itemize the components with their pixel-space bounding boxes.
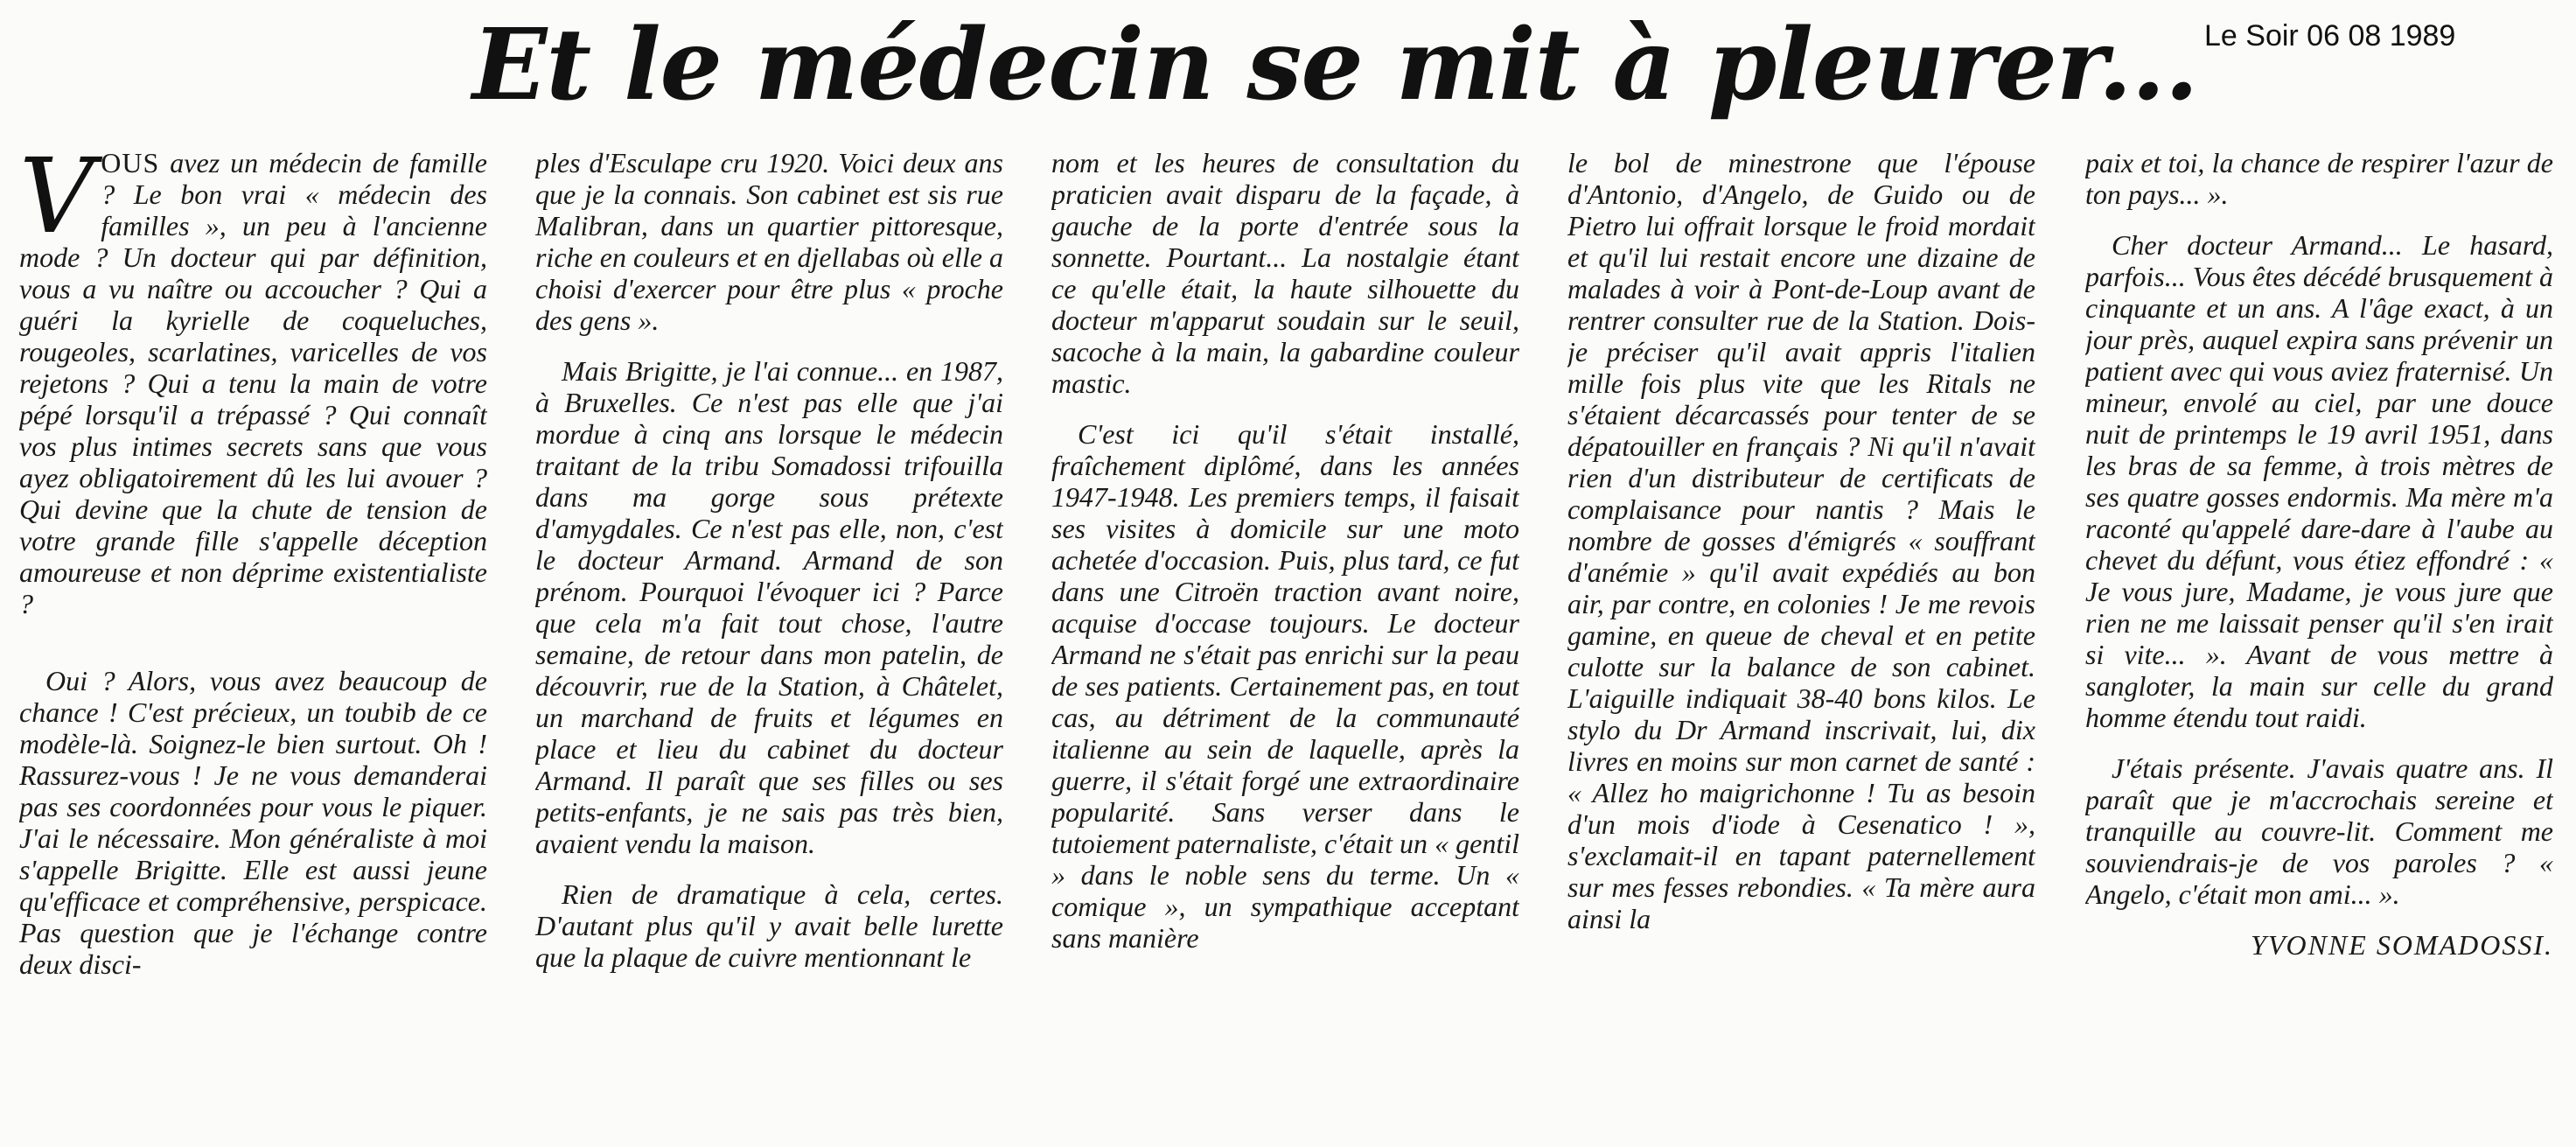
article-paragraph: paix et toi, la chance de respirer l'azur de ton pays... ». xyxy=(2085,147,2553,210)
article-paragraph: Oui ? Alors, vous avez beaucoup de chance ! C'est précieux, un toubib de ce modèle-là. Soignez-le bien surtout. Oh ! Rassurez-vous ! Je ne vous demanderai pas ses coordonnées pour vous le piquer. J'ai le nécessaire. Mon généraliste à moi s'appelle Brigitte. Elle est aussi jeune qu'efficace et compréhensive, perspicace. Pas question que je l'échange contre deux disci- xyxy=(19,665,487,980)
article-paragraph: J'étais présente. J'avais quatre ans. Il paraît que je m'accrochais sereine et tranquille au couvre-lit. Comment me souviendrais-je de vos paroles ? « Angelo, c'était mon ami... ». xyxy=(2085,752,2553,910)
headline: Et le médecin se mit à pleurer... xyxy=(472,8,2198,122)
article-paragraph: nom et les heures de consultation du praticien avait disparu de la façade, à gauche de la porte d'entrée sous la sonnette. Pourtant... La nostalgie étant ce qu'elle était, la haute silhouette du docteur m'apparut soudain sur le seuil, sacoche à la main, la gabardine couleur mastic. xyxy=(1051,147,1519,399)
article-paragraph: Mais Brigitte, je l'ai connue... en 1987, à Bruxelles. Ce n'est pas elle que j'ai mordue à cinq ans lorsque le médecin traitant de la tribu Somadossi trifouilla dans ma gorge sous prétexte d'amygdales. Ce n'est pas elle, non, c'est le docteur Armand. Armand de son prénom. Pourquoi l'évoquer ici ? Parce que cela m'a fait tout chose, l'autre semaine, de retour dans mon patelin, de découvrir, rue de la Station, à Châtelet, un marchand de fruits et légumes en place et lieu du cabinet du docteur Armand. Il paraît que ses filles ou ses petits-enfants, je ne sais pas très bien, avaient vendu la maison. xyxy=(535,355,1003,859)
paragraph-text: avez un médecin de famille ? Le bon vrai « médecin des familles », un peu à l'ancienne mode ? Un docteur qui par définition, vous a vu naître ou accoucher ? Qui a guéri la kyrielle de coqueluches, rougeoles, scarlatines, varicelles de vos rejetons ? Qui a tenu la main de votre pépé lorsqu'il a trépassé ? Qui connaît vos plus intimes secrets sans que vous ayez obligatoirement dû les lui avouer ? Qui devine que la chute de tension de votre grande fille s'appelle déception amoureuse et non déprime existentialiste ? xyxy=(19,147,487,619)
drop-cap: V xyxy=(19,147,94,256)
article-column-4 xyxy=(1567,147,2035,1144)
article-column-3 xyxy=(1051,147,1519,1144)
article-column-2 xyxy=(535,147,1003,1144)
article-paragraph: le bol de minestrone que l'épouse d'Antonio, d'Angelo, de Guido ou de Pietro lui offrait lorsque le froid mordait et qu'il lui restait encore une dizaine de malades à voir à Pont-de-Loup avant de rentrer consulter rue de la Station. Dois-je préciser qu'il avait appris l'italien mille fois plus vite que les Ritals ne s'étaient décarcassés pour tenter de se dépatouiller en français ? Ni qu'il n'avait rien d'un distributeur de certificats de complaisance pour nantis ? Mais le nombre de gosses d'émigrés « souffrant d'anémie » qu'il avait expédiés au bon air, par contre, en colonies ! Je me revois gamine, en queue de cheval et en petite culotte sur la balance de son cabinet. L'aiguille indiquait 38-40 bons kilos. Le stylo du Dr Armand inscrivait, lui, dix livres en moins sur mon carnet de santé : « Allez ho maigrichonne ! Tu as besoin d'un mois d'iode à Cesenatico ! », s'exclamait-il en tapant paternellement sur mes fesses rebondies. « Ta mère aura ainsi la xyxy=(1567,147,2035,934)
article-column-5 xyxy=(2085,147,2553,1144)
article-paragraph xyxy=(19,147,487,619)
article-paragraph: Cher docteur Armand... Le hasard, parfois... Vous êtes décédé brusquement à cinquante et un ans. A l'âge exact, à un jour près, auquel expira sans prévenir un patient avec qui vous aviez fraternisé. Un mineur, envolé au ciel, par une douce nuit de printemps le 19 avril 1951, dans les bras de sa femme, à trois mètres de ses quatre gosses endormis. Ma mère m'a raconté qu'appelé dare-dare à l'aube au chevet du défunt, vous étiez effondré : « Je vous jure, Madame, je vous jure que rien ne me laissait penser qu'il s'en irait si vite... ». Avant de vous mettre à sangloter, la main sur celle du grand homme étendu tout raidi. xyxy=(2085,229,2553,733)
author-signature: YVONNE SOMADOSSI. xyxy=(2251,929,2553,961)
article-body xyxy=(0,147,2576,1144)
article-paragraph: C'est ici qu'il s'était installé, fraîchement diplômé, dans les années 1947-1948. Les premiers temps, il faisait ses visites à domicile sur une moto achetée d'occasion. Puis, plus tard, ce fut dans une Citroën traction avant noire, acquise d'occase toujours. Le docteur Armand ne s'était pas enrichi sur la peau de ses patients. Certainement pas, en tout cas, au détriment de la communauté italienne au sein de laquelle, après la guerre, il s'était forgé une extraordinaire popularité. Sans verser dans le tutoiement paternaliste, c'était un « gentil » dans le noble sens du terme. Un « comique », un sympathique acceptant sans manière xyxy=(1051,418,1519,954)
article-paragraph: ples d'Esculape cru 1920. Voici deux ans que je la connais. Son cabinet est sis rue Malibran, dans un quartier pittoresque, riche en couleurs et en djellabas où elle a choisi d'exercer pour être plus « proche des gens ». xyxy=(535,147,1003,336)
article-paragraph: Rien de dramatique à cela, certes. D'autant plus qu'il y avait belle lurette que la plaque de cuivre mentionnant le xyxy=(535,878,1003,973)
source-label: Le Soir 06 08 1989 xyxy=(2204,19,2456,52)
article-column-1 xyxy=(19,147,487,1144)
lead-in-caps: OUS xyxy=(101,147,160,178)
